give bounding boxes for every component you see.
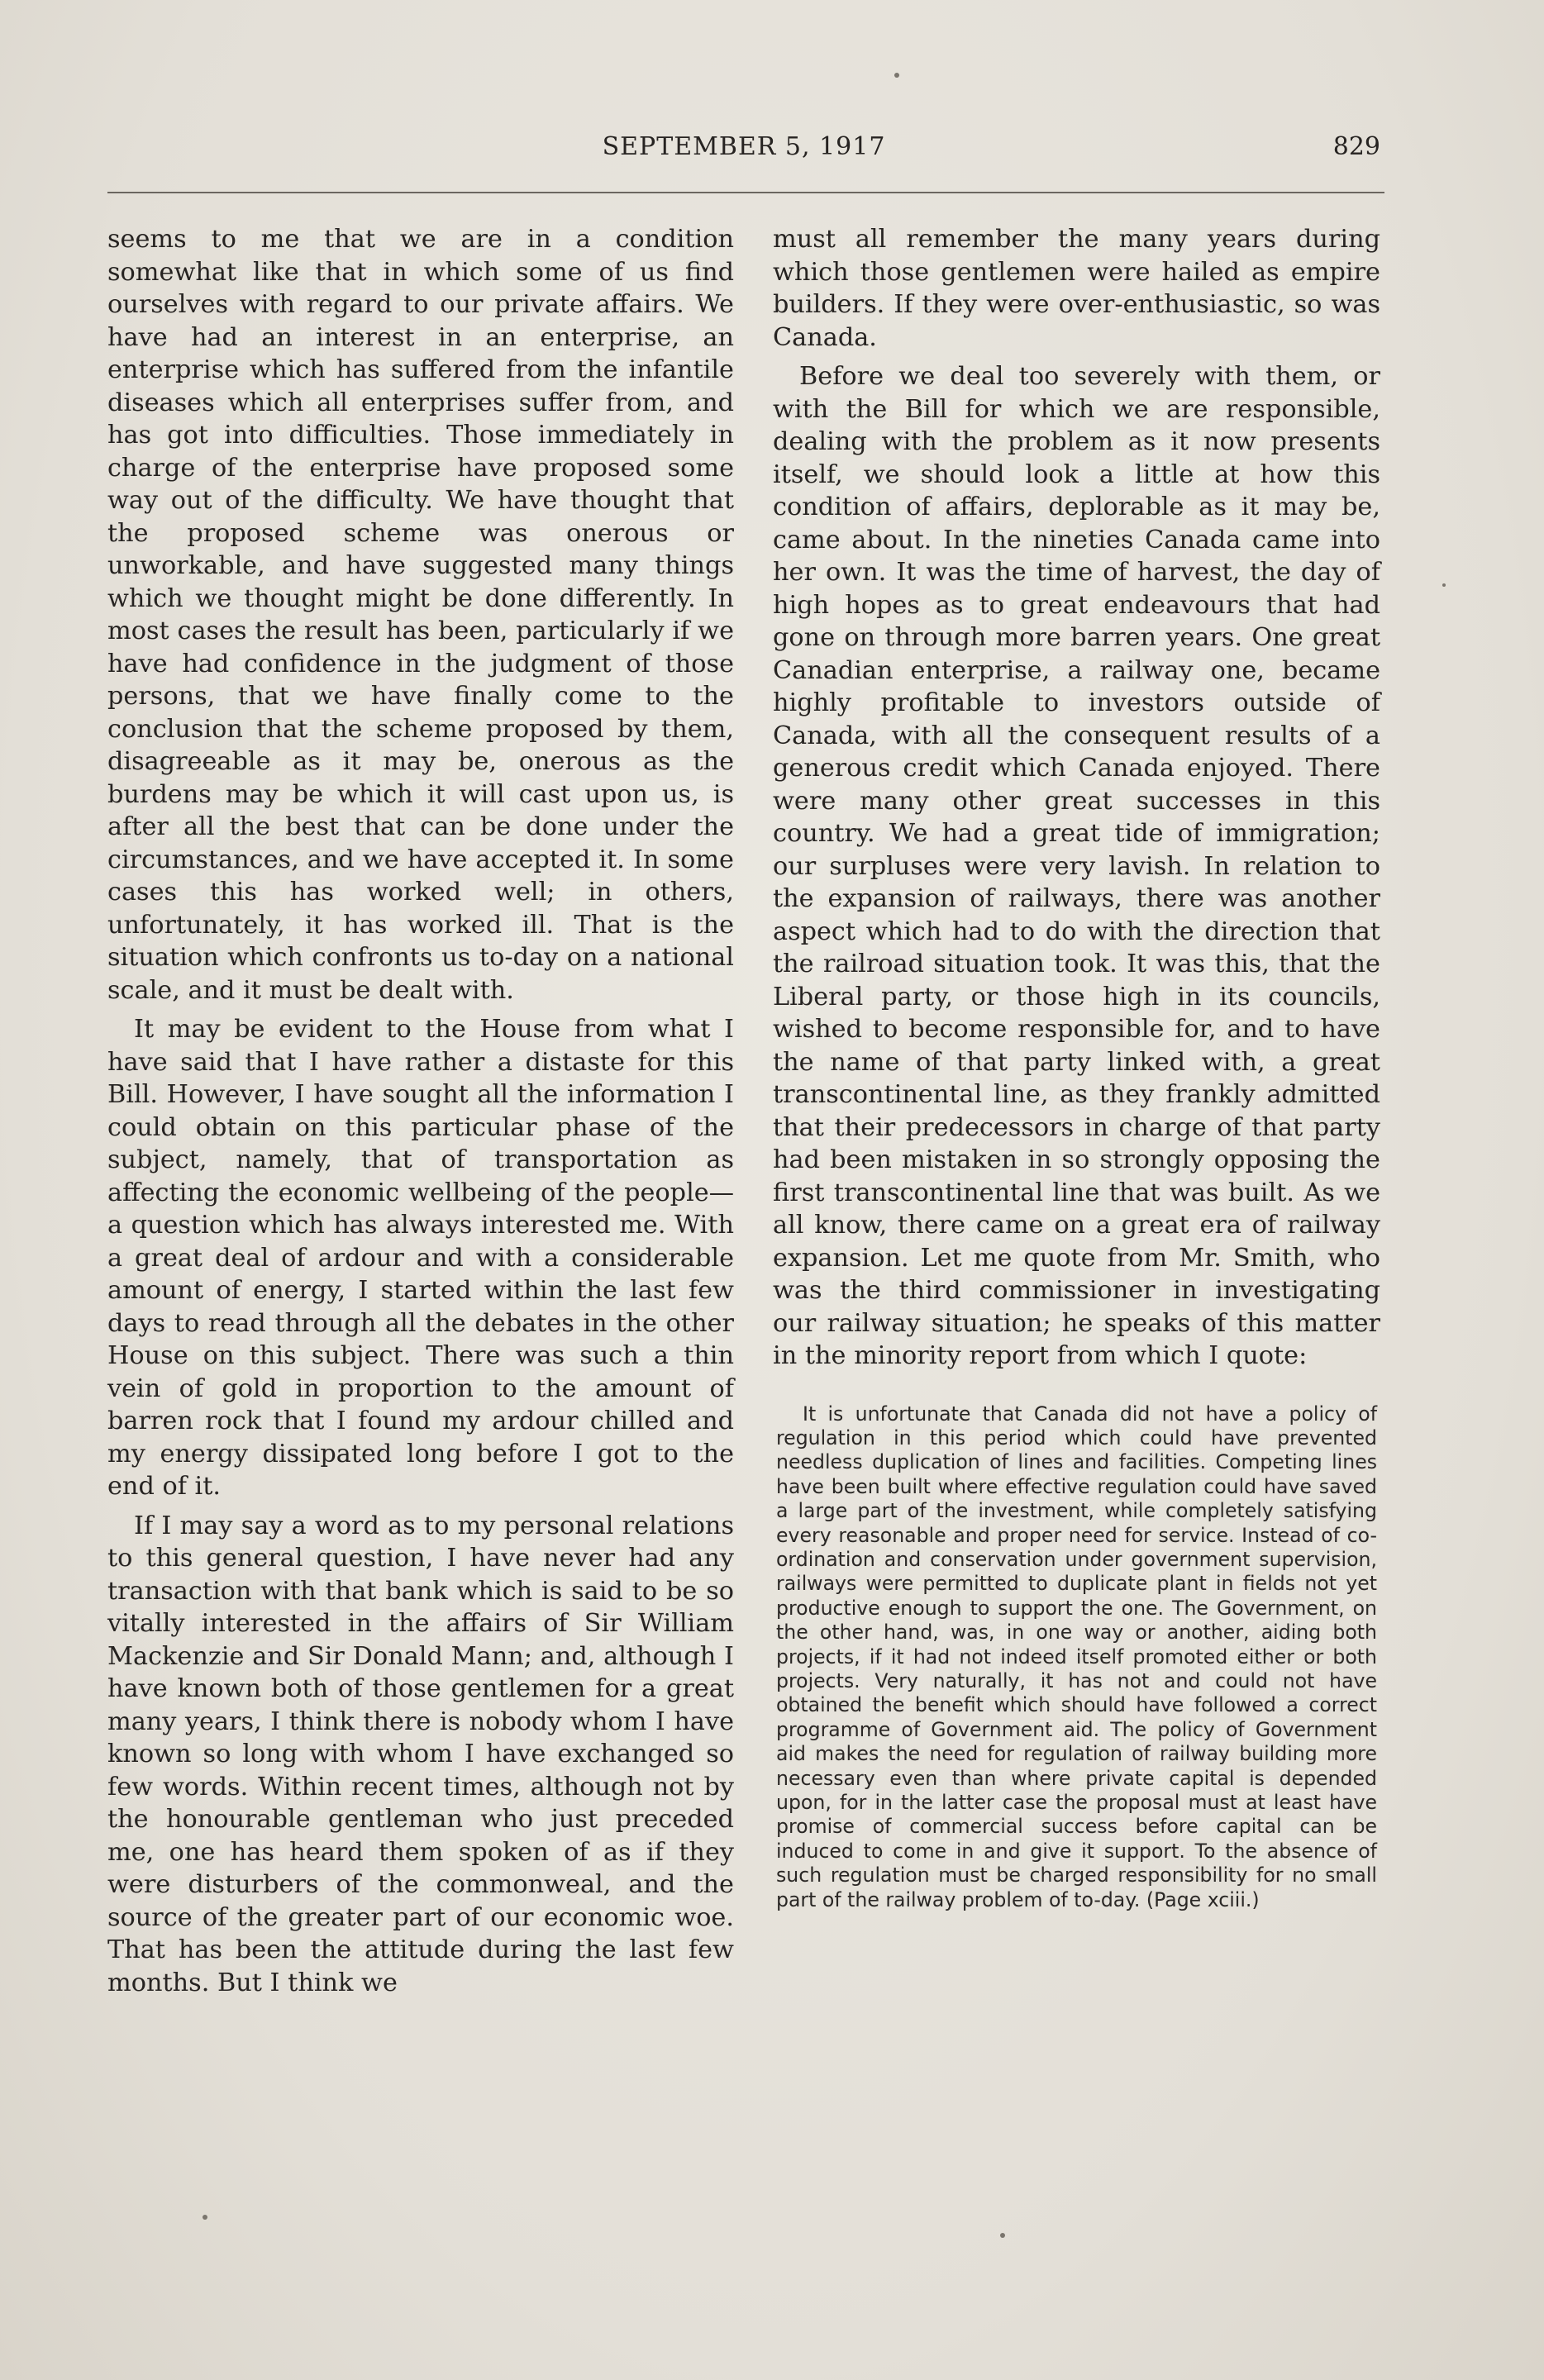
paper-speck	[894, 73, 899, 78]
page-header	[107, 132, 1380, 169]
page-number: 829	[1332, 132, 1380, 161]
paragraph-3: If I may say a word as to my personal relations to this general question, I have never had any transaction with that bank which is said to be so vitally interested in the affairs of Sir William Mackenzie and Sir Donald Mann; and, although I have known both of those gentlemen for a great many years, I think there is nobody whom I have known so long with whom I have exchanged so few words. Within recent times, although not by the honourable gentleman who just preceded me, one has heard them spoken of as if they were disturbers of the commonweal, and the source of the greater part of our economic woe. That has been the attitude during the last few months. But I think we	[107, 1511, 734, 1997]
paragraph-4: must all remember the many years during which those gentlemen were hailed as empire builders. If they were over-enthusiastic, so was Canada.	[773, 225, 1380, 352]
right-column	[773, 223, 1380, 1912]
header-rule	[107, 192, 1384, 193]
paper-speck	[1442, 583, 1446, 587]
block-quote: It is unfortunate that Canada did not have a policy of regulation in this period which could have prevented needless duplication of lines and facilities. Competing lines have been built where effective regulation could have saved a large part of the investment, while completely satisfying every reasonable and proper need for service. Instead of co-ordination and conservation under government supervision, railways were permitted to duplicate plant in fields not yet productive enough to support the one. The Government, on the other hand, was, in one way or another, aiding both projects, if it had not indeed itself promoted either or both projects. Very naturally, it has not and could not have obtained the benefit which should have followed a correct programme of Government aid. The policy of Government aid makes the need for regulation of railway building more necessary even than where private capital is depended upon, for in the latter case the proposal must at least have promise of commercial success before capital can be induced to come in and give it support. To the absence of such regulation must be charged responsibility for no small part of the railway problem of to-day. (Page xciii.)	[776, 1402, 1377, 1911]
paragraph-2: It may be evident to the House from what I have said that I have rather a distaste for this Bill. However, I have sought all the information I could obtain on this particular phase of the subject, namely, that of transportation as affecting the economic wellbeing of the people—a question which has always interested me. With a great deal of ardour and with a considerable amount of energy, I started within the last few days to read through all the debates in the other House on this subject. There was such a thin vein of gold in proportion to the amount of barren rock that I found my ardour chilled and my energy dissipated long before I got to the end of it.	[107, 1015, 734, 1501]
paper-speck	[1000, 2233, 1005, 2238]
header-date: SEPTEMBER 5, 1917	[602, 132, 886, 161]
paper-speck	[203, 2215, 207, 2220]
paragraph-5: Before we deal too severely with them, or with the Bill for which we are responsible, dealing with the problem as it now presents itself, we should look a little at how this condition of affairs, deplorable as it may be, came about. In the nineties Canada came into her own. It was the time of harvest, the day of high hopes as to great endeavours that had gone on through more barren years. One great Canadian enterprise, a railway one, became highly profitable to investors outside of Canada, with all the consequent results of a generous credit which Canada enjoyed. There were many other great successes in this country. We had a great tide of immigration; our surpluses were very lavish. In relation to the expansion of railways, there was another aspect which had to do with the direction that the railroad situation took. It was this, that the Liberal party, or those high in its councils, wished to become responsible for, and to have the name of that party linked with, a great transcontinental line, as they frankly admitted that their predecessors in charge of that party had been mistaken in so strongly opposing the first transcontinental line that was built. As we all know, there came on a great era of railway expansion. Let me quote from Mr. Smith, who was the third commissioner in investigating our railway situation; he speaks of this matter in the minority report from which I quote:	[773, 362, 1380, 1370]
left-column	[107, 223, 734, 1999]
paragraph-1: seems to me that we are in a condition somewhat like that in which some of us find ourselves with regard to our private affairs. We have had an interest in an enterprise, an enterprise which has suffered from the infantile diseases which all enterprises suffer from, and has got into difficulties. Those immediately in charge of the enterprise have proposed some way out of the difficulty. We have thought that the proposed scheme was onerous or unworkable, and have suggested many things which we thought might be done differently. In most cases the result has been, particularly if we have had confidence in the judgment of those persons, that we have finally come to the conclusion that the scheme proposed by them, disagreeable as it may be, onerous as the burdens may be which it will cast upon us, is after all the best that can be done under the circumstances, and we have accepted it. In some cases this has worked well; in others, unfortunately, it has worked ill. That is the situation which confronts us to-day on a national scale, and it must be dealt with.	[107, 225, 734, 1005]
